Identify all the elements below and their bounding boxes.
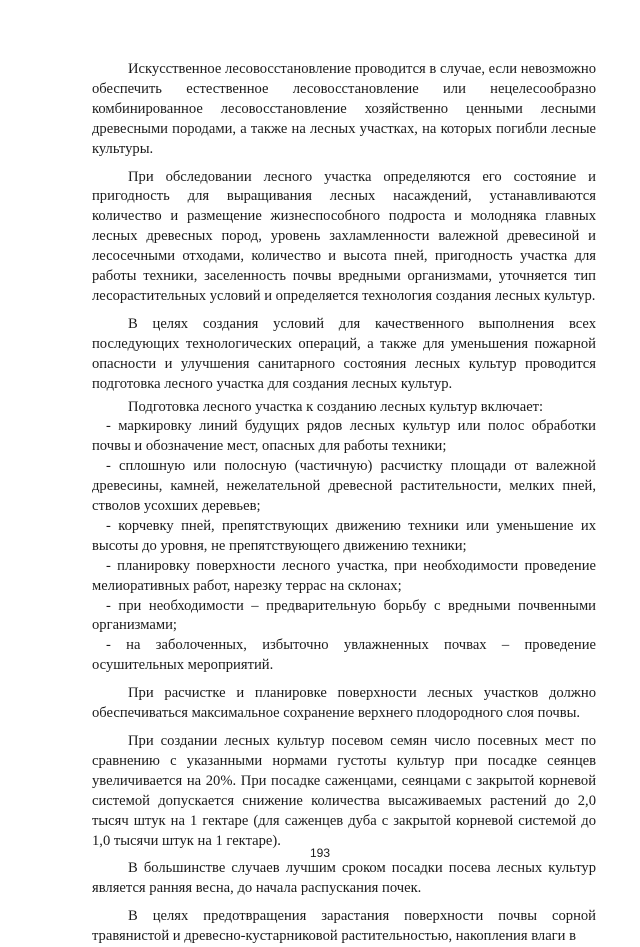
document-body [92, 60, 596, 947]
paragraph: При создании лесных культур посевом семян число посевных мест по сравнению с указанными нормами густоты культур при посадке сеянцев увеличивается на 20%. При посадке саженцами, сеянцами с закрытой корневой системой допускается снижение количества высаживаемых растений до 2,0 тысяч штук на 1 гектаре (для саженцев дуба с закрытой корневой системой до 1,0 тысячи штук на 1 гектаре). [92, 733, 596, 849]
list-item: - при необходимости – предварительную борьбу с вредными почвенными организмами; [92, 597, 596, 634]
page-number: 193 [309, 846, 331, 860]
paragraph: В целях создания условий для качественного выполнения всех последующих технологических операций, а также для уменьшения пожарной опасности и улучшения санитарного состояния лесных культур проводится подготовка лесного участка для создания лесных культур. [92, 315, 596, 392]
paragraph: При расчистке и планировке поверхности лесных участков должно обеспечиваться максимальное сохранение верхнего плодородного слоя почвы. [92, 685, 596, 722]
list-item: - на заболоченных, избыточно увлажненных почвах – проведение осушительных мероприятий. [92, 637, 596, 674]
list-item: - сплошную или полосную (частичную) расчистку площади от валежной древесины, камней, нежелательной древесной растительности, мелких пней, стволов усохших деревьев; [92, 458, 596, 515]
paragraph: Искусственное лесовосстановление проводится в случае, если невозможно обеспечить естественное лесовосстановление или нецелесообразно комбинированное лесовосстановление хозяйственно ценными лесными древесными породами, а также на лесных участках, на которых погибли лесные культуры. [92, 61, 596, 157]
list-item: - планировку поверхности лесного участка, при необходимости проведение мелиоративных работ, нарезку террас на склонах; [92, 557, 596, 594]
paragraph: В большинстве случаев лучшим сроком посадки посева лесных культур является ранняя весна, до начала распускания почек. [92, 860, 596, 897]
paragraph: При обследовании лесного участка определяются его состояние и пригодность для выращивания лесных насаждений, устанавливаются количество и размещение жизнеспособного подроста и молодняка главных лесных древесных пород, уровень захламленности валежной древесиной и лесосечными отходами, количество и высота пней, пригодность участка для работы техники, заселенность почвы вредными организмами, уточняется тип лесорастительных условий и определяется технология создания лесных культур. [92, 168, 596, 304]
list-item: - маркировку линий будущих рядов лесных культур или полос обработки почвы и обозначение мест, опасных для работы техники; [92, 418, 596, 455]
paragraph: В целях предотвращения зарастания поверхности почвы сорной травянистой и древесно-кустарниковой растительностью, накопления влаги в [92, 908, 596, 945]
list-item: - корчевку пней, препятствующих движению техники или уменьшение их высоты до уровня, не препятствующего движению техники; [92, 517, 596, 554]
paragraph: Подготовка лесного участка к созданию лесных культур включает: [128, 398, 544, 415]
